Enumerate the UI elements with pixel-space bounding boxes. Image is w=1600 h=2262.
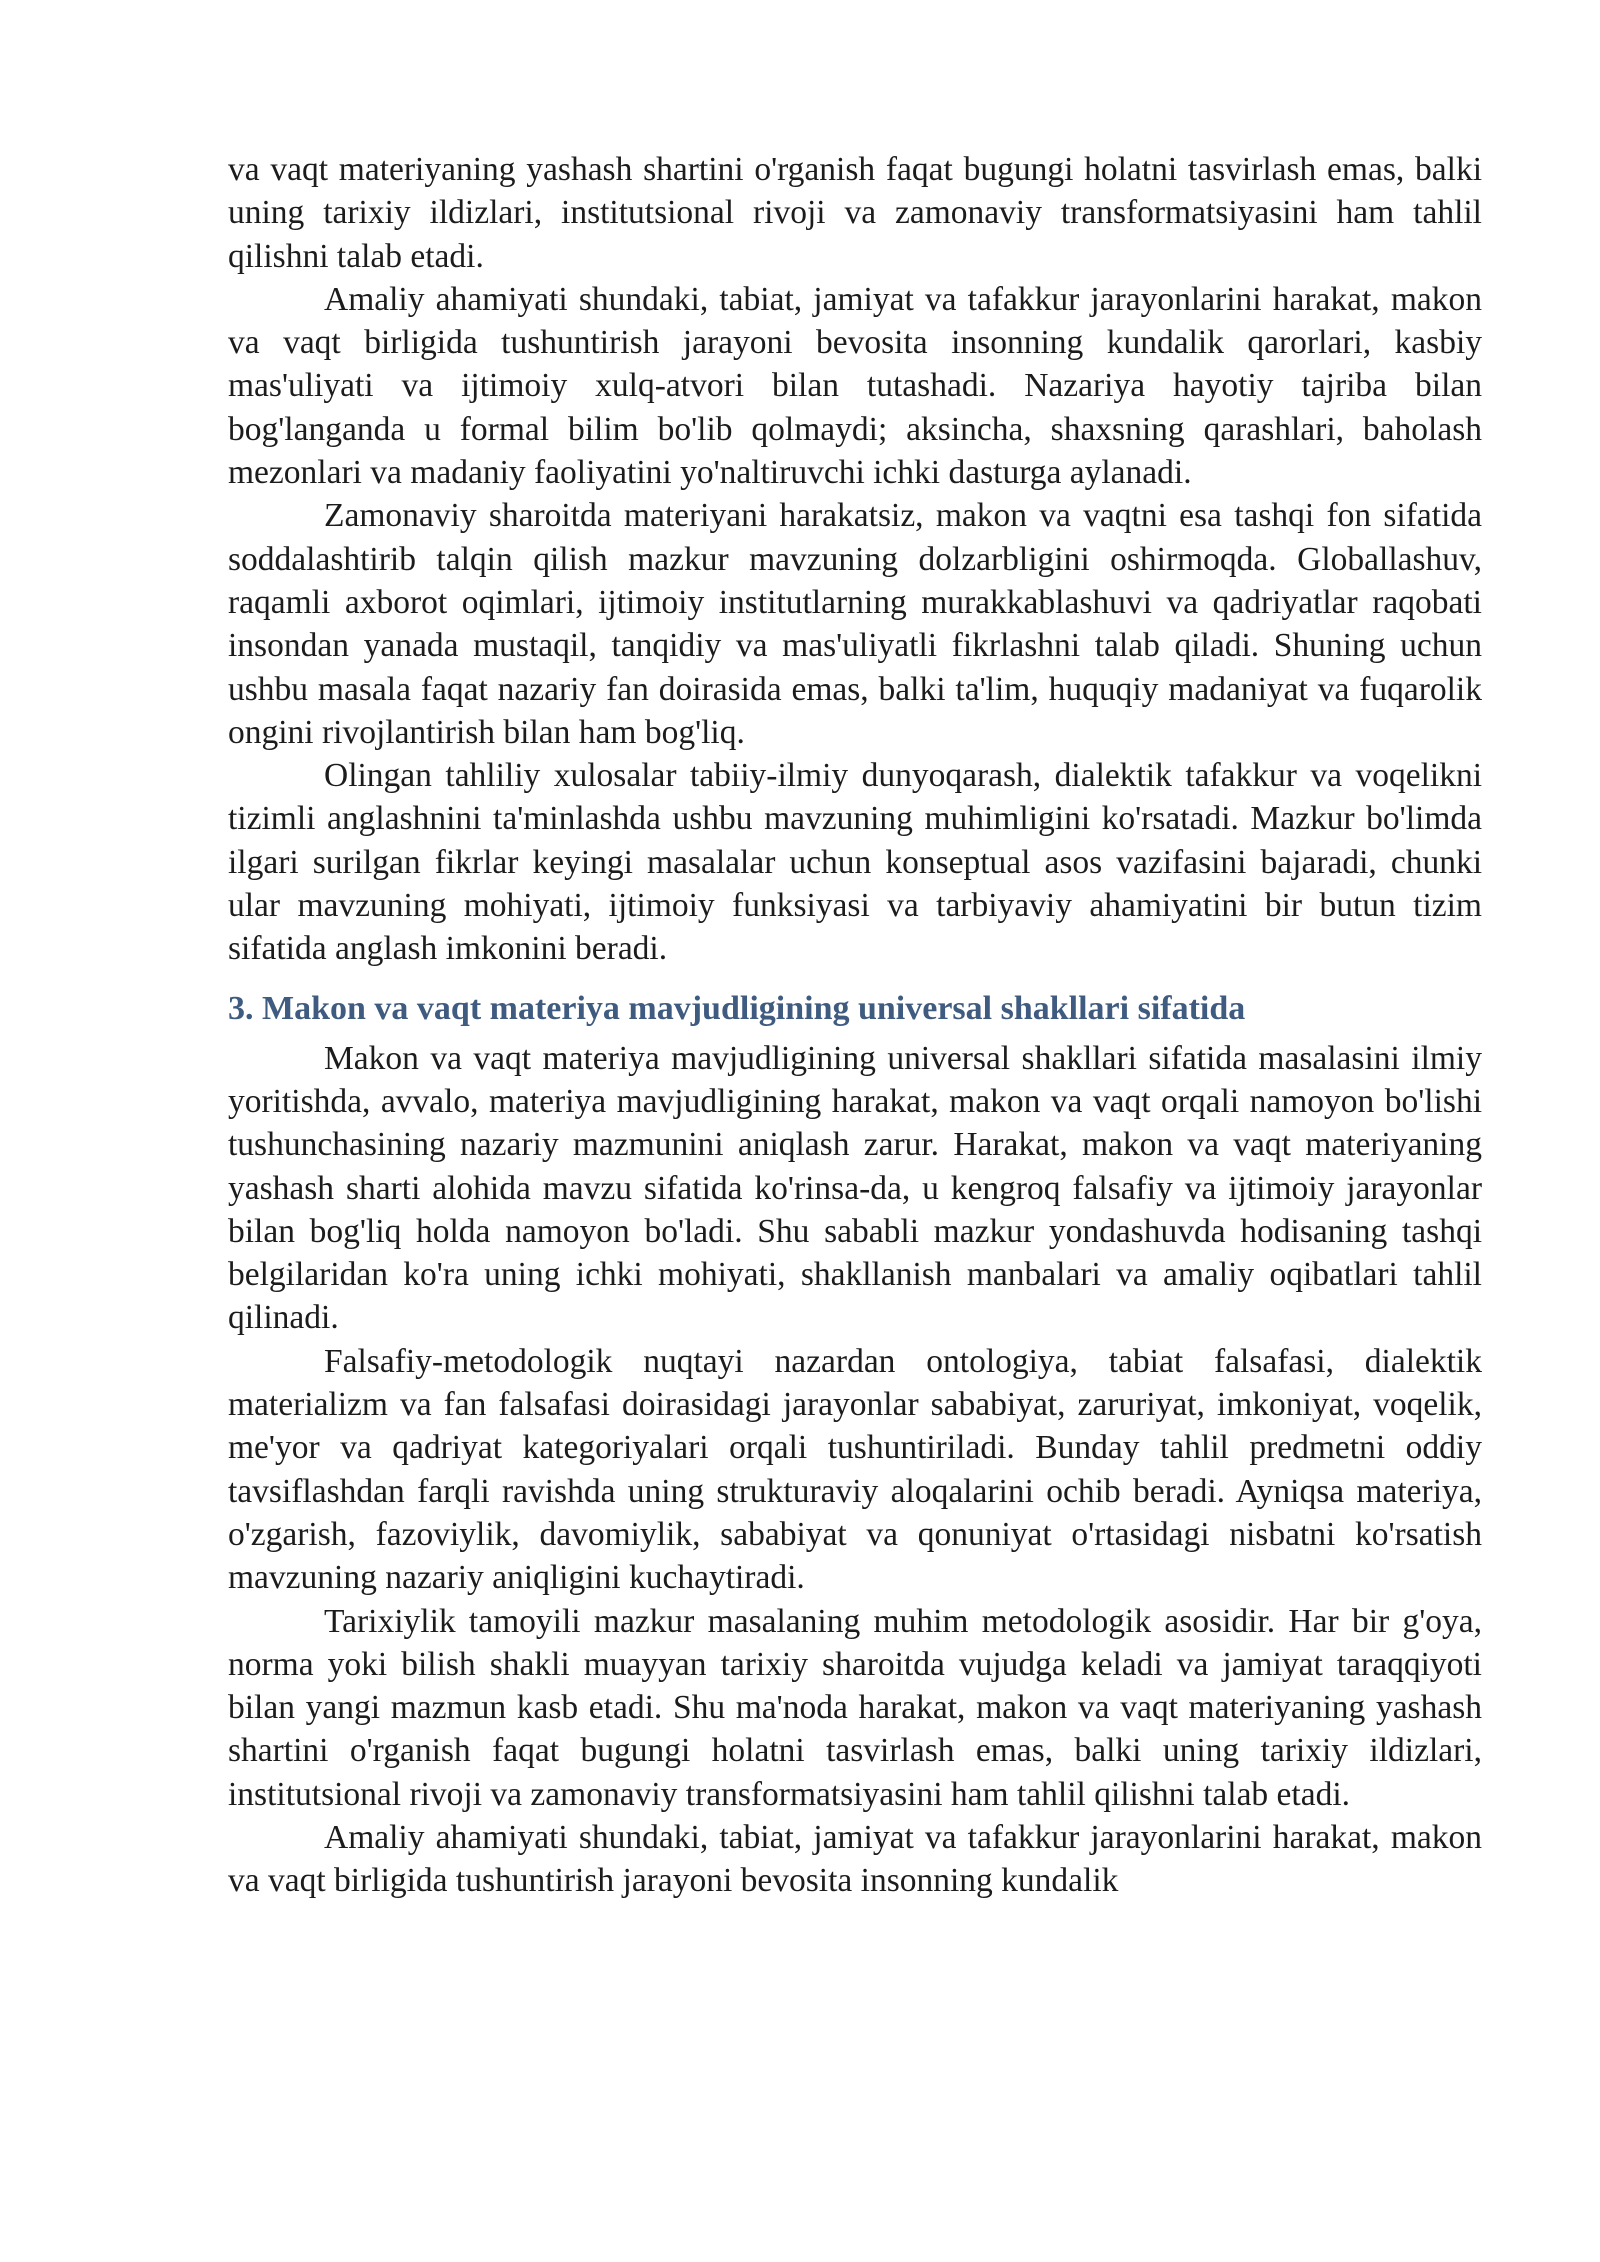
paragraph-practical-significance-repeat: Amaliy ahamiyati shundaki, tabiat, jamiyat va tafakkur jarayonlarini harakat, makon va vaqt birligida tushuntirish jarayoni bevosita insonning kundalik [228, 1818, 1482, 1900]
document-page [228, 148, 1482, 1903]
paragraph-conclusions: Olingan tahliliy xulosalar tabiiy-ilmiy dunyoqarash, dialektik tafakkur va voqelikni tizimli anglashnini ta'minlashda ushbu mavzuning muhimligini ko'rsatadi. Mazkur bo'limda ilgari surilgan fikrlar keyingi masalalar uchun konseptual asos vazifasini bajaradi, chunki ular mavzuning mohiyati, ijtimoiy funksiyasi va tarbiyaviy ahamiyatini bir butun tizim sifatida anglash imkonini beradi. [228, 757, 1482, 968]
section-heading: 3. Makon va vaqt materiya mavjudligining universal shakllari sifatida [228, 989, 1246, 1027]
paragraph-methodology: Falsafiy-metodologik nuqtayi nazardan ontologiya, tabiat falsafasi, dialektik materializm va fan falsafasi doirasidagi jarayonlar sababiyat, zaruriyat, imkoniyat, voqelik, me'yor va qadriyat kategoriyalari orqali tushuntiriladi. Bunday tahlil predmetni oddiy tavsiflashdan farqli ravishda uning strukturaviy aloqalarini ochib beradi. Ayniqsa materiya, o'zgarish, fazoviylik, davomiylik, sababiyat va qonuniyat o'rtasidagi nisbatni ko'rsatish mavzuning nazariy aniqligini kuchaytiradi. [228, 1342, 1482, 1597]
paragraph-continuation: va vaqt materiyaning yashash shartini o'rganish faqat bugungi holatni tasvirlash emas, balki uning tarixiy ildizlari, institutsional rivoji va zamonaviy transformatsiyasini ham tahlil qilishni talab etadi. [228, 151, 1482, 275]
paragraph-relevance: Zamonaviy sharoitda materiyani harakatsiz, makon va vaqtni esa tashqi fon sifatida soddalashtirib talqin qilish mazkur mavzuning dolzarbligini oshirmoqda. Globallashuv, raqamli axborot oqimlari, ijtimoiy institutlarning murakkablashuvi va qadriyatlar raqobati insondan yanada mustaqil, tanqidiy va mas'uliyatli fikrlashni talab qiladi. Shuning uchun ushbu masala faqat nazariy fan doirasida emas, balki ta'lim, huquqiy madaniyat va fuqarolik ongini rivojlantirish bilan ham bog'liq. [228, 497, 1482, 751]
paragraph-practical-significance: Amaliy ahamiyati shundaki, tabiat, jamiyat va tafakkur jarayonlarini harakat, makon va vaqt birligida tushuntirish jarayoni bevosita insonning kundalik qarorlari, kasbiy mas'uliyati va ijtimoiy xulq-atvori bilan tutashadi. Nazariya hayotiy tajriba bilan bog'langanda u formal bilim bo'lib qolmaydi; aksincha, shaxsning qarashlari, baholash mezonlari va madaniy faoliyatini yo'naltiruvchi ichki dasturga aylanadi. [228, 280, 1482, 492]
paragraph-historicism: Tarixiylik tamoyili mazkur masalaning muhim metodologik asosidir. Har bir g'oya, norma yoki bilish shakli muayyan tarixiy sharoitda vujudga keladi va jamiyat taraqqiyoti bilan yangi mazmun kasb etadi. Shu ma'noda harakat, makon va vaqt materiyaning yashash shartini o'rganish faqat bugungi holatni tasvirlash emas, balki uning tarixiy ildizlari, institutsional rivoji va zamonaviy transformatsiyasini ham tahlil qilishni talab etadi. [228, 1602, 1482, 1813]
paragraph-section-intro: Makon va vaqt materiya mavjudligining universal shakllari sifatida masalasini ilmiy yoritishda, avvalo, materiya mavjudligining harakat, makon va vaqt orqali namoyon bo'lishi tushunchasining nazariy mazmunini aniqlash zarur. Harakat, makon va vaqt materiyaning yashash sharti alohida mavzu sifatida ko'rinsa-da, u kengroq falsafiy va ijtimoiy jarayonlar bilan bog'liq holda namoyon bo'ladi. Shu sababli mazkur yondashuvda hodisaning tashqi belgilaridan ko'ra uning ichki mohiyati, shakllanish manbalari va amaliy oqibatlari tahlil qilinadi. [228, 1039, 1482, 1337]
